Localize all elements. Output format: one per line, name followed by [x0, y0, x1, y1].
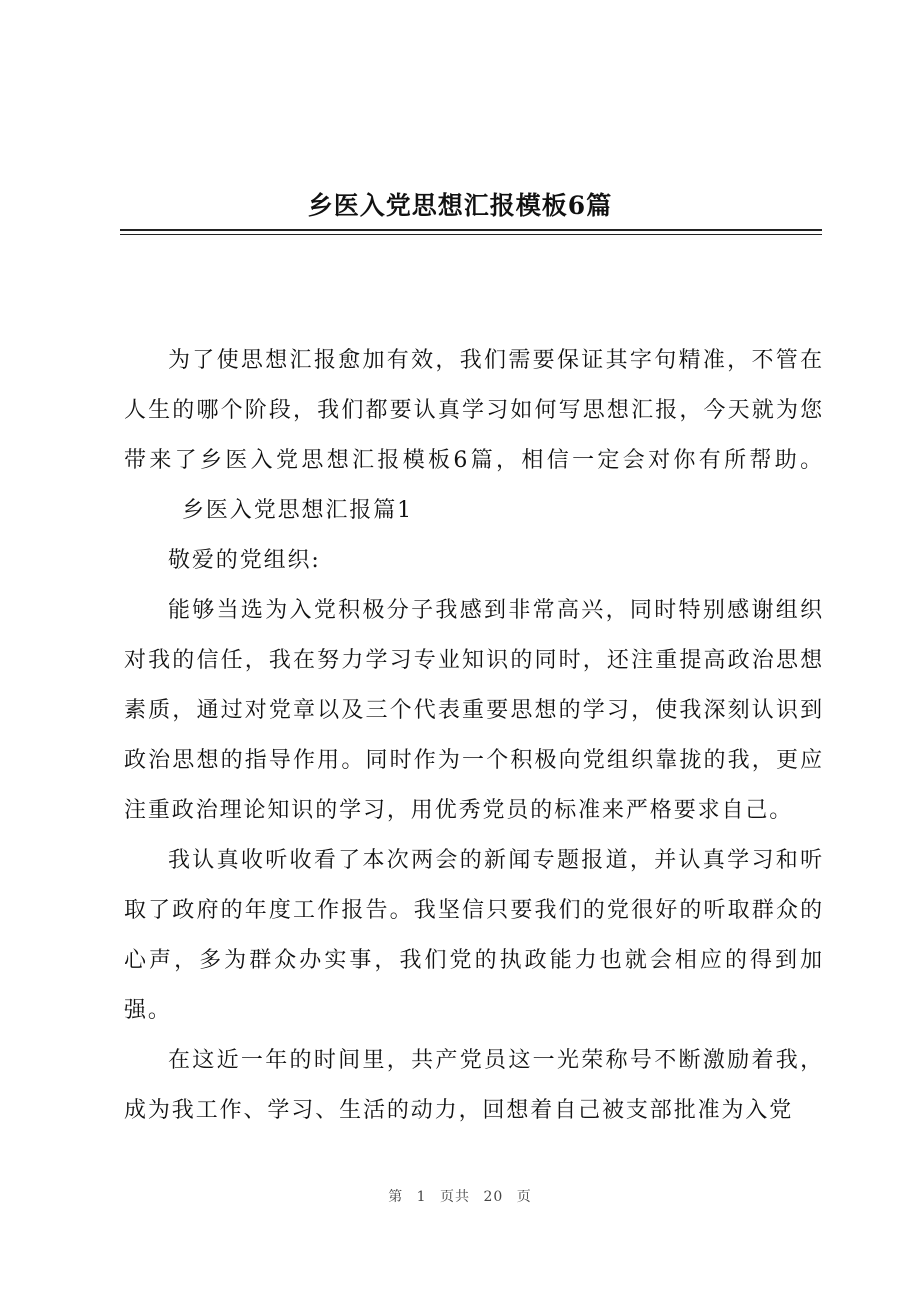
- document-title: 乡医入党思想汇报模板6篇: [307, 191, 613, 220]
- document-body: [124, 336, 824, 1136]
- title-rule-thick: [120, 229, 822, 231]
- section-heading: 乡医入党思想汇报篇1: [182, 498, 413, 523]
- intro-text: 为了使思想汇报愈加有效，我们需要保证其字句精准，不管在人生的哪个阶段，我们都要认真学习如何写思想汇报，今天就为您带来了乡医入党思想汇报模板6篇，相信一定会对你有所帮助。: [124, 348, 824, 473]
- salutation: 敬爱的党组织:: [168, 548, 321, 573]
- body-paragraph: 在这近一年的时间里，共产党员这一光荣称号不断激励着我，成为我工作、学习、生活的动力，回想着自己被支部批准为入党: [124, 1048, 824, 1123]
- body-paragraph: 能够当选为入党积极分子我感到非常高兴，同时特别感谢组织对我的信任，我在努力学习专业知识的同时，还注重提高政治思想素质，通过对党章以及三个代表重要思想的学习，使我深刻认识到政治思想的指导作用。同时作为一个积极向党组织靠拢的我，更应注重政治理论知识的学习，用优秀党员的标准来严格要求自己。: [124, 598, 824, 823]
- body-paragraph: 我认真收听收看了本次两会的新闻专题报道，并认真学习和听取了政府的年度工作报告。我坚信只要我们的党很好的听取群众的心声，多为群众办实事，我们党的执政能力也就会相应的得到加强。: [124, 848, 824, 1023]
- intro-paragraph: [124, 336, 824, 536]
- page-footer: 第 1 页共 20 页: [388, 1189, 532, 1205]
- title-rule-thin: [120, 234, 822, 235]
